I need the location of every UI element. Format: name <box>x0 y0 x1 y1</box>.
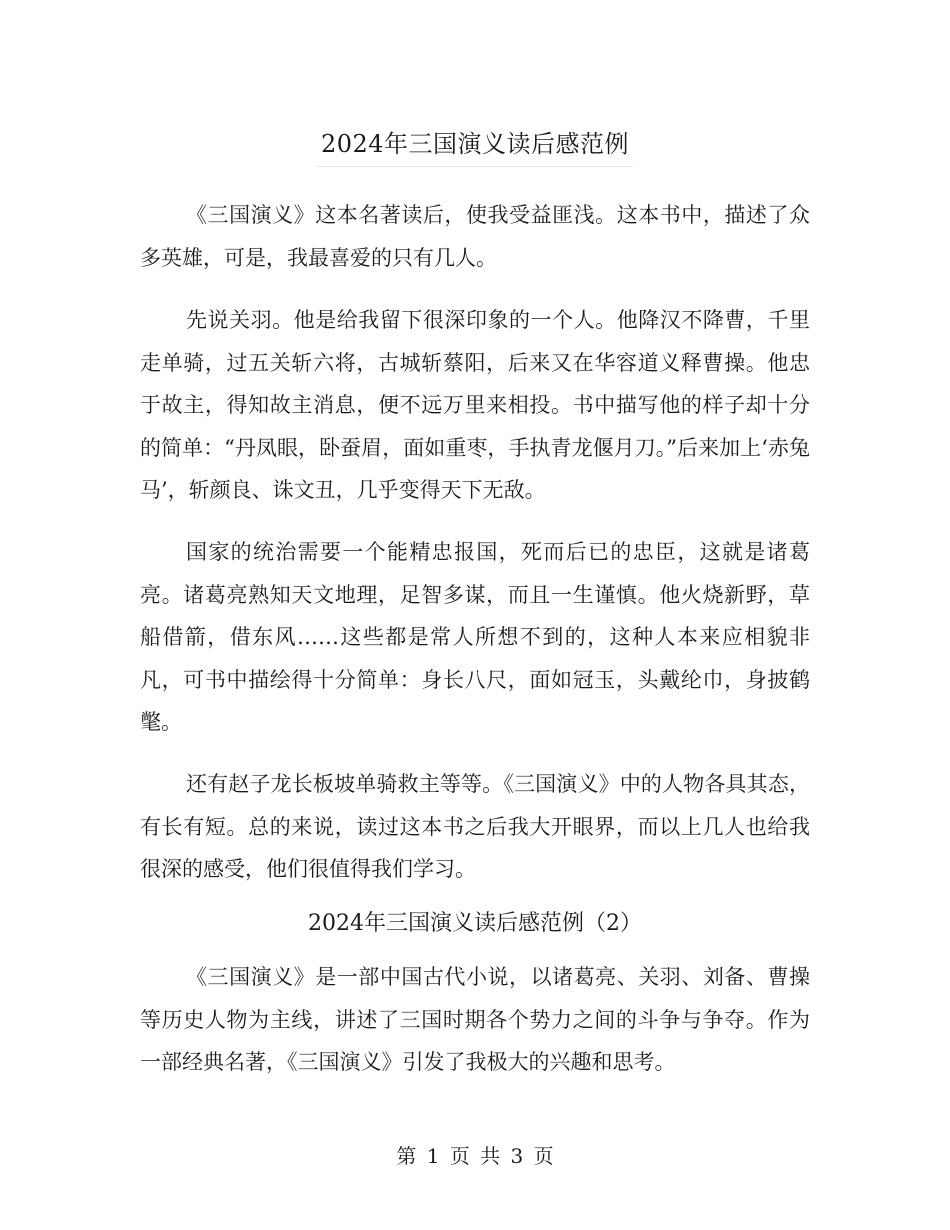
paragraph-conclusion: 还有赵子龙长板坡单骑救主等等。《三国演义》中的人物各具其态，有长有短。总的来说，读过这本书之后我大开眼界，而以上几人也给我很深的感受，他们很值得我们学习。 <box>140 772 810 881</box>
paragraph-section2-intro: 《三国演义》是一部中国古代小说，以诸葛亮、关羽、刘备、曹操等历史人物为主线，讲述了三国时期各个势力之间的斗争与争夺。作为一部经典名著，《三国演义》引发了我极大的兴趣和思考。 <box>140 965 810 1074</box>
paragraph-zhuge-liang: 国家的统治需要一个能精忠报国，死而后已的忠臣，这就是诸葛亮。诸葛亮熟知天文地理，足智多谋，而且一生谨慎。他火烧新野，草船借箭，借东风……这些都是常人所想不到的，这种人本来应相貌非凡，可书中描绘得十分简单：身长八尺，面如冠玉，头戴纶巾，身披鹤氅。 <box>140 540 810 734</box>
paragraph-guan-yu: 先说关羽。他是给我留下很深印象的一个人。他降汉不降曹，千里走单骑，过五关斩六将，古城斩蔡阳，后来又在华容道义释曹操。他忠于故主，得知故主消息，便不远万里来相投。书中描写他的样子却十分的简单：“丹凤眼，卧蚕眉，面如重枣，手执青龙偃月刀。”后来加上‘赤兔马’，斩颜良、诛文丑，几乎变得天下无敌。 <box>140 308 810 502</box>
paragraph-intro: 《三国演义》这本名著读后，使我受益匪浅。这本书中，描述了众多英雄，可是，我最喜爱的只有几人。 <box>140 203 810 270</box>
document-title-text: 2024年三国演义读后感范例 <box>317 124 633 167</box>
page-number-footer: 第 1 页 共 3 页 <box>396 1144 554 1168</box>
section-subtitle: 2024年三国演义读后感范例（2） <box>308 911 642 936</box>
document-title <box>0 124 950 167</box>
